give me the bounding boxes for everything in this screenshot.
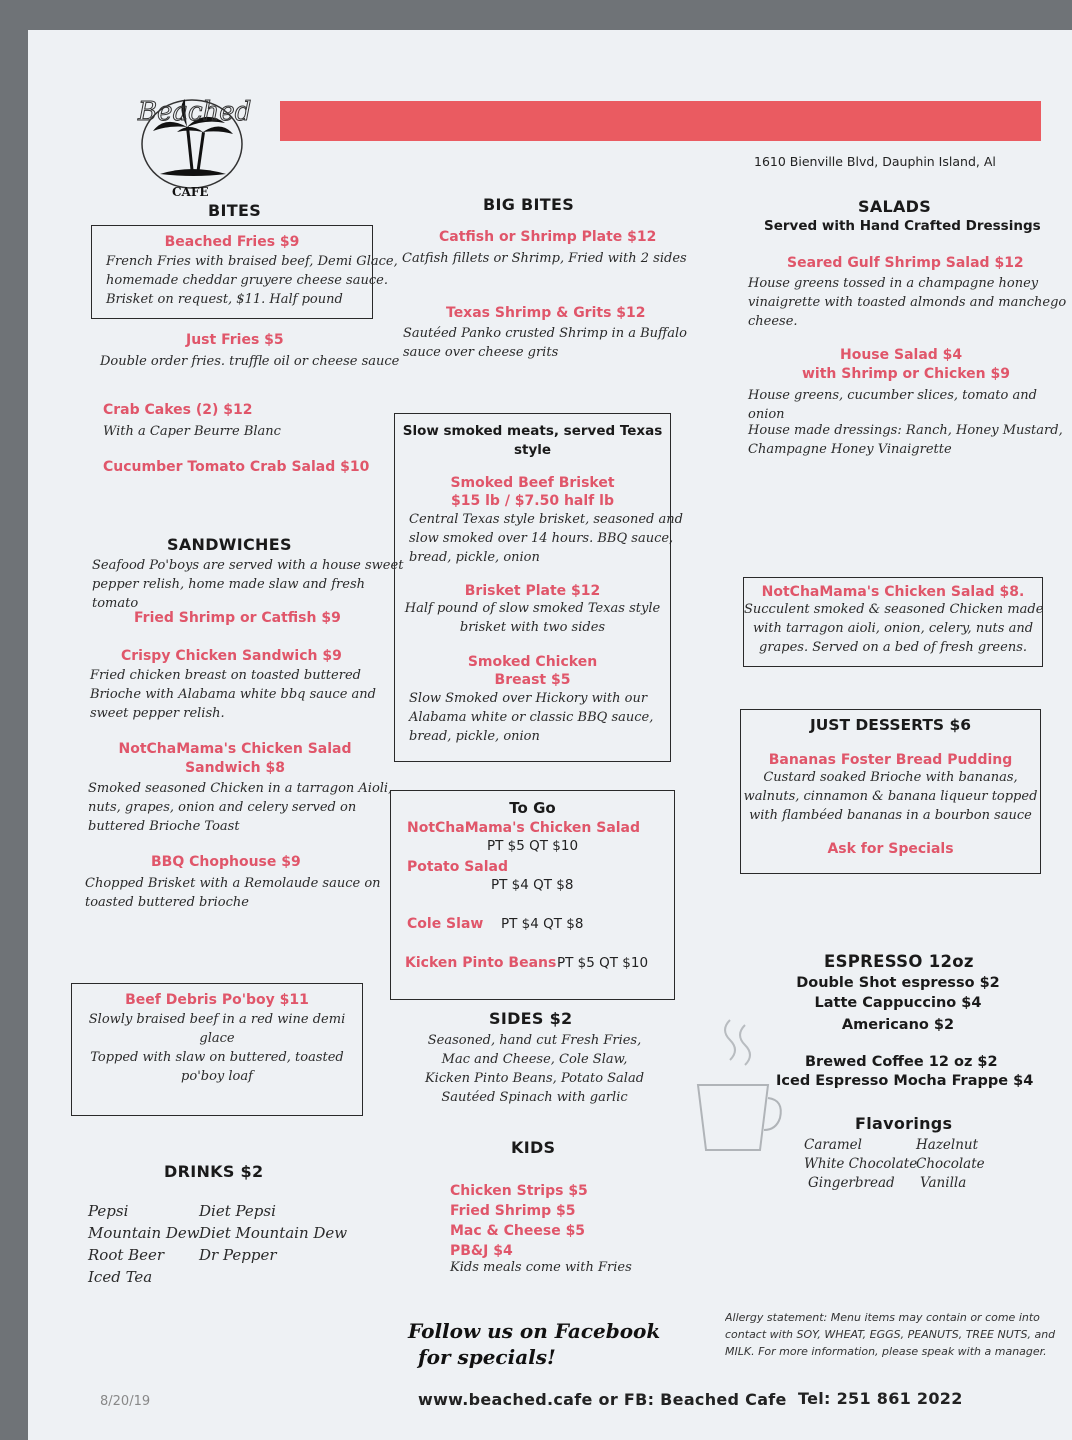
- brisket-plate-name: Brisket Plate $12: [464, 583, 601, 599]
- drink-item: Dr Pepper: [199, 1246, 277, 1264]
- smoked-chicken-line: Alabama white or classic BBQ sauce,: [409, 710, 654, 725]
- crispy-chicken-line: sweet pepper relish.: [90, 706, 225, 721]
- flavoring-item: White Chocolate: [804, 1156, 918, 1172]
- dessert-line: Custard soaked Brioche with bananas,: [763, 770, 1018, 785]
- to-go-pinto-beans-price: PT $5 QT $10: [557, 955, 649, 971]
- to-go-potato-salad: Potato Salad: [407, 859, 509, 875]
- coffee-cup-icon: [690, 1010, 790, 1164]
- bbq-chophouse-line: toasted buttered brioche: [85, 895, 249, 910]
- house-salad-addon: with Shrimp or Chicken $9: [802, 366, 1010, 382]
- to-go-cole-slaw-price: PT $4 QT $8: [501, 916, 584, 932]
- chicken-salad-name: NotChaMama's Chicken Salad $8.: [761, 584, 1025, 600]
- seared-shrimp-line: cheese.: [748, 314, 798, 329]
- ask-specials: Ask for Specials: [827, 841, 954, 857]
- beached-cafe-logo: [120, 82, 270, 200]
- to-go-title: To Go: [509, 799, 556, 817]
- dessert-line: walnuts, cinnamon & banana liqueur topped: [743, 789, 1038, 804]
- chicken-salad-line: with tarragon aioli, onion, celery, nuts and: [752, 621, 1034, 636]
- flavorings-title: Flavorings: [855, 1114, 953, 1133]
- sandwiches-intro: Seafood Po'boys are served with a house sweet: [92, 558, 404, 573]
- smoked-meats-box: [394, 413, 683, 762]
- smoked-brisket-line: Central Texas style brisket, seasoned and: [409, 512, 683, 527]
- just-fries-name: Just Fries $5: [186, 332, 284, 348]
- sides-line: Kicken Pinto Beans, Potato Salad: [424, 1071, 645, 1086]
- to-go-box: [390, 790, 675, 1000]
- beef-debris-line: Topped with slaw on buttered, toasted: [90, 1050, 344, 1065]
- seared-shrimp-line: House greens tossed in a champagne honey: [748, 276, 1039, 291]
- smoked-chicken-name: Breast $5: [494, 672, 571, 688]
- espresso-line: Latte Cappuccino $4: [814, 995, 982, 1011]
- big-bites-title: BIG BITES: [483, 195, 575, 214]
- smoked-brisket-name: Smoked Beef Brisket: [450, 475, 615, 491]
- phone-number: Tel: 251 861 2022: [798, 1389, 963, 1408]
- smoked-brisket-line: bread, pickle, onion: [409, 550, 540, 565]
- bbq-chophouse-name: BBQ Chophouse $9: [151, 854, 301, 870]
- crispy-chicken-name: Crispy Chicken Sandwich $9: [121, 648, 342, 664]
- brisket-plate-line: brisket with two sides: [459, 620, 606, 635]
- espresso-line: Americano $2: [841, 1017, 955, 1033]
- crispy-chicken-line: Brioche with Alabama white bbq sauce and: [90, 687, 376, 702]
- beef-debris-line: Slowly braised beef in a red wine demi: [88, 1012, 346, 1027]
- beached-fries-name: Beached Fries $9: [164, 234, 300, 250]
- allergy-line: contact with SOY, WHEAT, EGGS, PEANUTS, TREE NUTS, and: [725, 1328, 1056, 1341]
- dessert-line: with flambéed bananas in a bourbon sauce: [749, 808, 1032, 823]
- beef-debris-line: glace: [199, 1031, 235, 1046]
- notchamama-sandwich-name: Sandwich $8: [185, 760, 285, 776]
- brisket-plate-line: Half pound of slow smoked Texas style: [404, 601, 661, 616]
- desserts-box: [740, 709, 1041, 874]
- crab-salad-name: Cucumber Tomato Crab Salad $10: [103, 459, 370, 475]
- texas-shrimp-line: sauce over cheese grits: [403, 345, 559, 360]
- chicken-salad-line: grapes. Served on a bed of fresh greens.: [759, 640, 1027, 655]
- drink-item: Pepsi: [88, 1202, 129, 1220]
- bites-title: BITES: [208, 201, 262, 220]
- website-link[interactable]: www.beached.cafe or FB: Beached Cafe: [418, 1390, 787, 1409]
- smoked-chicken-name: Smoked Chicken: [467, 654, 598, 670]
- house-salad-desc: House greens, cucumber slices, tomato and onion: [748, 388, 1037, 422]
- sandwiches-intro: pepper relish, home made slaw and fresh: [92, 577, 365, 592]
- espresso-title: ESPRESSO 12oz: [824, 952, 974, 971]
- fried-shrimp-name: Fried Shrimp or Catfish $9: [134, 610, 341, 626]
- drink-item: Root Beer: [88, 1246, 165, 1264]
- salads-title: SALADS: [858, 197, 932, 216]
- flavoring-item: Caramel: [804, 1137, 862, 1153]
- catfish-plate-name: Catfish or Shrimp Plate $12: [439, 229, 657, 245]
- kids-item: Chicken Strips $5: [450, 1183, 588, 1199]
- dessert-item-name: Bananas Foster Bread Pudding: [768, 752, 1013, 768]
- to-go-chicken-salad-price: PT $5 QT $10: [487, 838, 579, 854]
- kids-item: Mac & Cheese $5: [450, 1223, 586, 1239]
- smoked-chicken-line: Slow Smoked over Hickory with our: [409, 691, 648, 706]
- beached-fries-box: [91, 225, 398, 319]
- beef-debris-box: [71, 983, 363, 1116]
- desserts-title: JUST DESSERTS $6: [809, 716, 972, 734]
- flavoring-item: Chocolate: [916, 1156, 985, 1172]
- sides-line: Seasoned, hand cut Fresh Fries,: [427, 1033, 642, 1048]
- brewed-coffee: Brewed Coffee 12 oz $2: [805, 1054, 998, 1070]
- address: 1610 Bienville Blvd, Dauphin Island, Al: [754, 154, 996, 169]
- beef-debris-name: Beef Debris Po'boy $11: [125, 992, 309, 1008]
- beached-fries-line: homemade cheddar gruyere cheese sauce.: [106, 273, 388, 288]
- texas-shrimp-name: Texas Shrimp & Grits $12: [446, 305, 646, 321]
- crispy-chicken-line: Fried chicken breast on toasted buttered: [90, 668, 361, 683]
- flavoring-item: Hazelnut: [916, 1137, 979, 1153]
- to-go-chicken-salad: NotChaMama's Chicken Salad: [407, 820, 641, 836]
- smoked-brisket-line: slow smoked over 14 hours. BBQ sauce,: [409, 531, 674, 546]
- seared-shrimp-salad-name: Seared Gulf Shrimp Salad $12: [787, 255, 1024, 271]
- notchamama-sandwich-name: NotChaMama's Chicken Salad: [118, 741, 352, 757]
- notchamama-sandwich-line: nuts, grapes, onion and celery served on: [88, 800, 357, 815]
- logo-sub: CAFE: [172, 185, 209, 199]
- smoked-chicken-line: bread, pickle, onion: [409, 729, 540, 744]
- iced-espresso: Iced Espresso Mocha Frappe $4: [776, 1073, 1034, 1089]
- smoked-meats-title: Slow smoked meats, served Texas: [402, 423, 663, 439]
- allergy-line: Allergy statement: Menu items may contain or come into: [725, 1311, 1040, 1324]
- seared-shrimp-line: vinaigrette with toasted almonds and manchego: [748, 295, 1067, 310]
- kids-item: Fried Shrimp $5: [450, 1203, 576, 1219]
- dressings-line: House made dressings: Ranch, Honey Mustard,: [748, 423, 1063, 438]
- dressings-line: Champagne Honey Vinaigrette: [748, 442, 952, 457]
- follow-facebook: for specials!: [418, 1345, 556, 1369]
- crab-cakes-desc: With a Caper Beurre Blanc: [103, 424, 281, 439]
- smoked-meats-title: style: [513, 442, 552, 458]
- smoked-brisket-name: $15 lb / $7.50 half lb: [451, 493, 614, 509]
- notchamama-sandwich-line: Smoked seasoned Chicken in a tarragon Aioli,: [88, 781, 393, 796]
- to-go-cole-slaw: Cole Slaw: [407, 916, 484, 932]
- sides-title: SIDES $2: [489, 1009, 573, 1028]
- just-fries-desc: Double order fries. truffle oil or cheese sauce: [100, 354, 400, 369]
- house-salad-name: House Salad $4: [840, 347, 963, 363]
- kids-item: PB&J $4: [450, 1243, 513, 1259]
- crab-cakes-name: Crab Cakes (2) $12: [103, 402, 253, 418]
- kids-note: Kids meals come with Fries: [450, 1260, 632, 1275]
- sandwiches-intro: tomato: [92, 596, 139, 611]
- beached-fries-line: French Fries with braised beef, Demi Glace,: [106, 254, 398, 269]
- notchamama-sandwich-line: buttered Brioche Toast: [88, 819, 240, 834]
- drinks-title: DRINKS $2: [164, 1162, 264, 1181]
- sandwiches-title: SANDWICHES: [167, 535, 292, 554]
- header-red-bar: [280, 101, 1041, 141]
- beef-debris-line: po'boy loaf: [181, 1069, 253, 1084]
- chicken-salad-line: Succulent smoked & seasoned Chicken made: [744, 602, 1044, 617]
- menu-date: 8/20/19: [100, 1394, 151, 1409]
- logo-text: Beached: [138, 97, 252, 127]
- drink-item: Iced Tea: [88, 1268, 153, 1286]
- kids-title: KIDS: [511, 1138, 556, 1157]
- drink-item: Diet Pepsi: [199, 1202, 276, 1220]
- beached-fries-line: Brisket on request, $11. Half pound: [106, 292, 343, 307]
- bbq-chophouse-line: Chopped Brisket with a Remolaude sauce on: [85, 876, 381, 891]
- catfish-plate-desc: Catfish fillets or Shrimp, Fried with 2 sides: [402, 251, 687, 266]
- chicken-salad-box: [743, 577, 1043, 667]
- texas-shrimp-line: Sautéed Panko crusted Shrimp in a Buffalo: [403, 326, 687, 341]
- sides-line: Sautéed Spinach with garlic: [441, 1090, 628, 1105]
- follow-facebook: Follow us on Facebook: [408, 1319, 661, 1343]
- sides-line: Mac and Cheese, Cole Slaw,: [441, 1052, 628, 1067]
- salads-subtitle: Served with Hand Crafted Dressings: [764, 218, 1041, 234]
- to-go-potato-salad-price: PT $4 QT $8: [491, 877, 574, 893]
- espresso-line: Double Shot espresso $2: [796, 975, 1000, 991]
- allergy-line: MILK. For more information, please speak with a manager.: [725, 1345, 1047, 1358]
- flavoring-item: Gingerbread: [808, 1175, 895, 1191]
- to-go-pinto-beans: Kicken Pinto Beans: [405, 955, 557, 971]
- drink-item: Mountain Dew: [88, 1224, 200, 1242]
- flavoring-item: Vanilla: [920, 1175, 967, 1191]
- drink-item: Diet Mountain Dew: [199, 1224, 348, 1242]
